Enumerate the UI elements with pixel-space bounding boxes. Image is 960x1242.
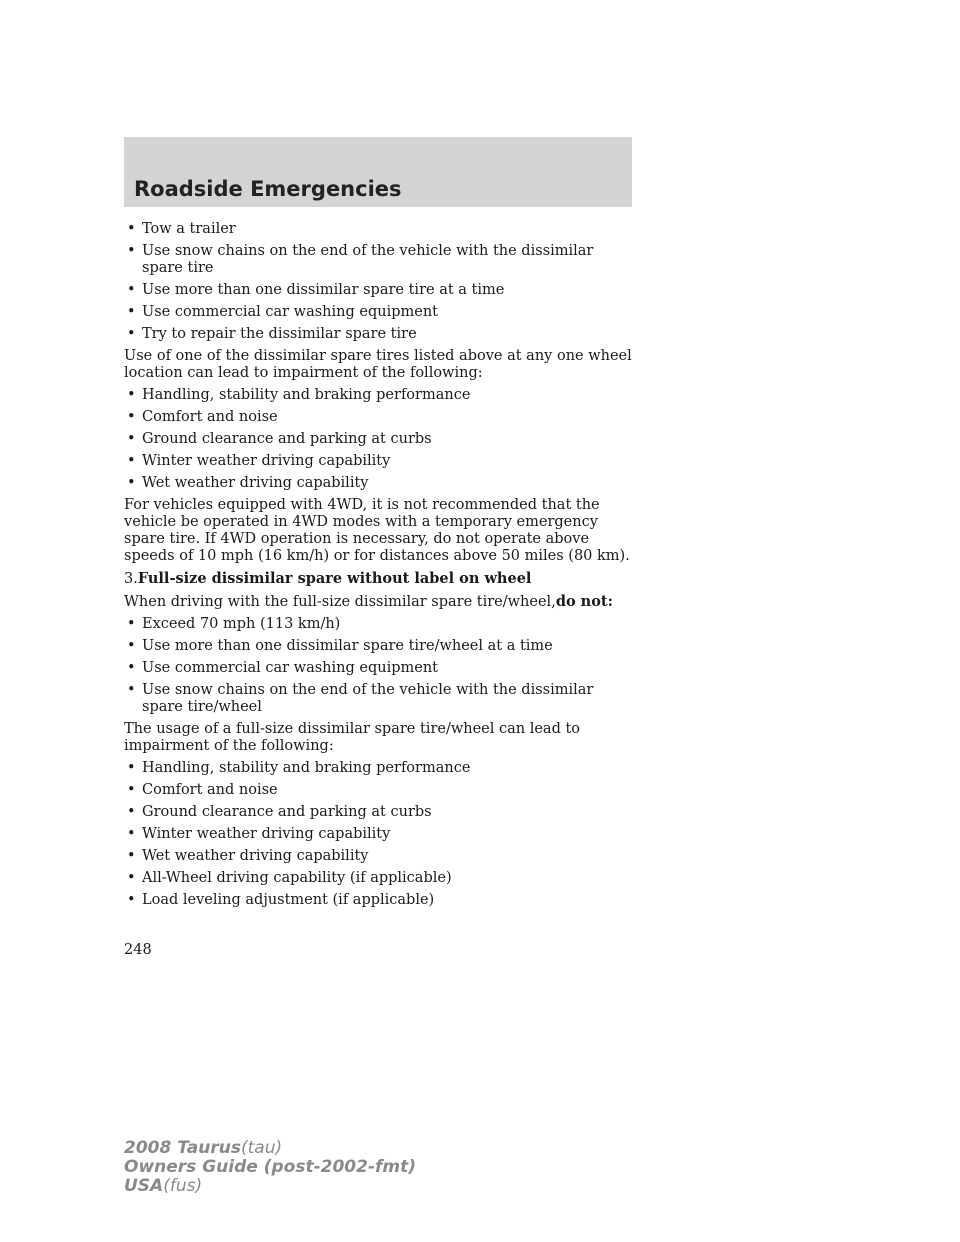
emphasis-do-not: do not: (555, 593, 613, 610)
footer-line-market: USA(fus) (124, 1176, 203, 1196)
impairment-paragraph: Use of one of the dissimilar spare tires listed above at any one wheel location can lead to impairment of the following: (124, 348, 632, 381)
list-item: • Handling, stability and braking performance (127, 387, 471, 403)
list-item: • Ground clearance and parking at curbs (127, 431, 432, 447)
list-item: • Comfort and noise (127, 782, 278, 798)
bullet-icon: • (127, 804, 136, 820)
section-header-band (124, 137, 632, 207)
list-item: • Wet weather driving capability (127, 848, 369, 864)
bullet-icon: • (127, 638, 136, 654)
restriction-list (124, 221, 634, 343)
footer-line-model: 2008 Taurus(tau) (124, 1138, 283, 1158)
list-item: • Use commercial car washing equipment (127, 660, 438, 676)
full-size-impairment-list (124, 760, 634, 909)
impairment-list (124, 387, 634, 492)
bullet-icon: • (127, 387, 136, 403)
item-heading: Full-size dissimilar spare without label on wheel (137, 570, 532, 587)
list-item: • Use commercial car washing equipment (127, 304, 438, 320)
bullet-icon: • (127, 616, 136, 632)
list-item: • All-Wheel driving capability (if applicable) (127, 870, 452, 886)
usage-paragraph: The usage of a full-size dissimilar spare tire/wheel can lead to impairment of the following: (124, 721, 581, 754)
bullet-icon: • (127, 409, 136, 425)
bullet-icon: • (127, 660, 136, 676)
list-item: • Try to repair the dissimilar spare tire (127, 326, 417, 342)
bullet-icon: • (127, 682, 136, 698)
bullet-icon: • (127, 243, 136, 259)
list-item: • Winter weather driving capability (127, 453, 391, 469)
list-item: • Comfort and noise (127, 409, 278, 425)
bullet-icon: • (127, 221, 136, 237)
list-item: • Ground clearance and parking at curbs (127, 804, 432, 820)
numbered-heading (124, 570, 634, 588)
list-item: • Load leveling adjustment (if applicable) (127, 892, 435, 908)
bullet-icon: • (127, 826, 136, 842)
bullet-icon: • (127, 848, 136, 864)
bullet-icon: • (127, 431, 136, 447)
bullet-icon: • (127, 453, 136, 469)
bullet-icon: • (127, 892, 136, 908)
list-item: • Handling, stability and braking performance (127, 760, 471, 776)
footer-line-guide: Owners Guide (post-2002-fmt) (124, 1157, 417, 1177)
section-title: Roadside Emergencies (134, 177, 402, 201)
item-number: 3. (124, 571, 138, 587)
bullet-icon: • (127, 304, 136, 320)
document-footer (124, 1139, 416, 1196)
page-number: 248 (124, 942, 152, 958)
page-content (124, 221, 634, 914)
bullet-icon: • (127, 475, 136, 491)
list-item: • Tow a trailer (127, 221, 236, 237)
do-not-paragraph: When driving with the full-size dissimilar spare tire/wheel,do not: (124, 593, 613, 610)
bullet-icon: • (127, 326, 136, 342)
full-size-restriction-list (124, 616, 634, 716)
bullet-icon: • (127, 870, 136, 886)
list-item: • Use snow chains on the end of the vehicle with the dissimilar spare tire (127, 243, 594, 276)
list-item: • Exceed 70 mph (113 km/h) (127, 616, 341, 632)
list-item: • Wet weather driving capability (127, 475, 369, 491)
4wd-paragraph: For vehicles equipped with 4WD, it is not recommended that the vehicle be operated in 4WD modes with a temporary emergency spare tire. If 4WD operation is necessary, do not operate above speeds of 10 mph (16 km/h) or for distances above 50 miles (80 km). (124, 497, 630, 564)
bullet-icon: • (127, 782, 136, 798)
list-item: • Use snow chains on the end of the vehicle with the dissimilar spare tire/wheel (127, 682, 594, 715)
bullet-icon: • (127, 760, 136, 776)
list-item: • Winter weather driving capability (127, 826, 391, 842)
list-item: • Use more than one dissimilar spare tire/wheel at a time (127, 638, 553, 654)
list-item: • Use more than one dissimilar spare tire at a time (127, 282, 505, 298)
bullet-icon: • (127, 282, 136, 298)
